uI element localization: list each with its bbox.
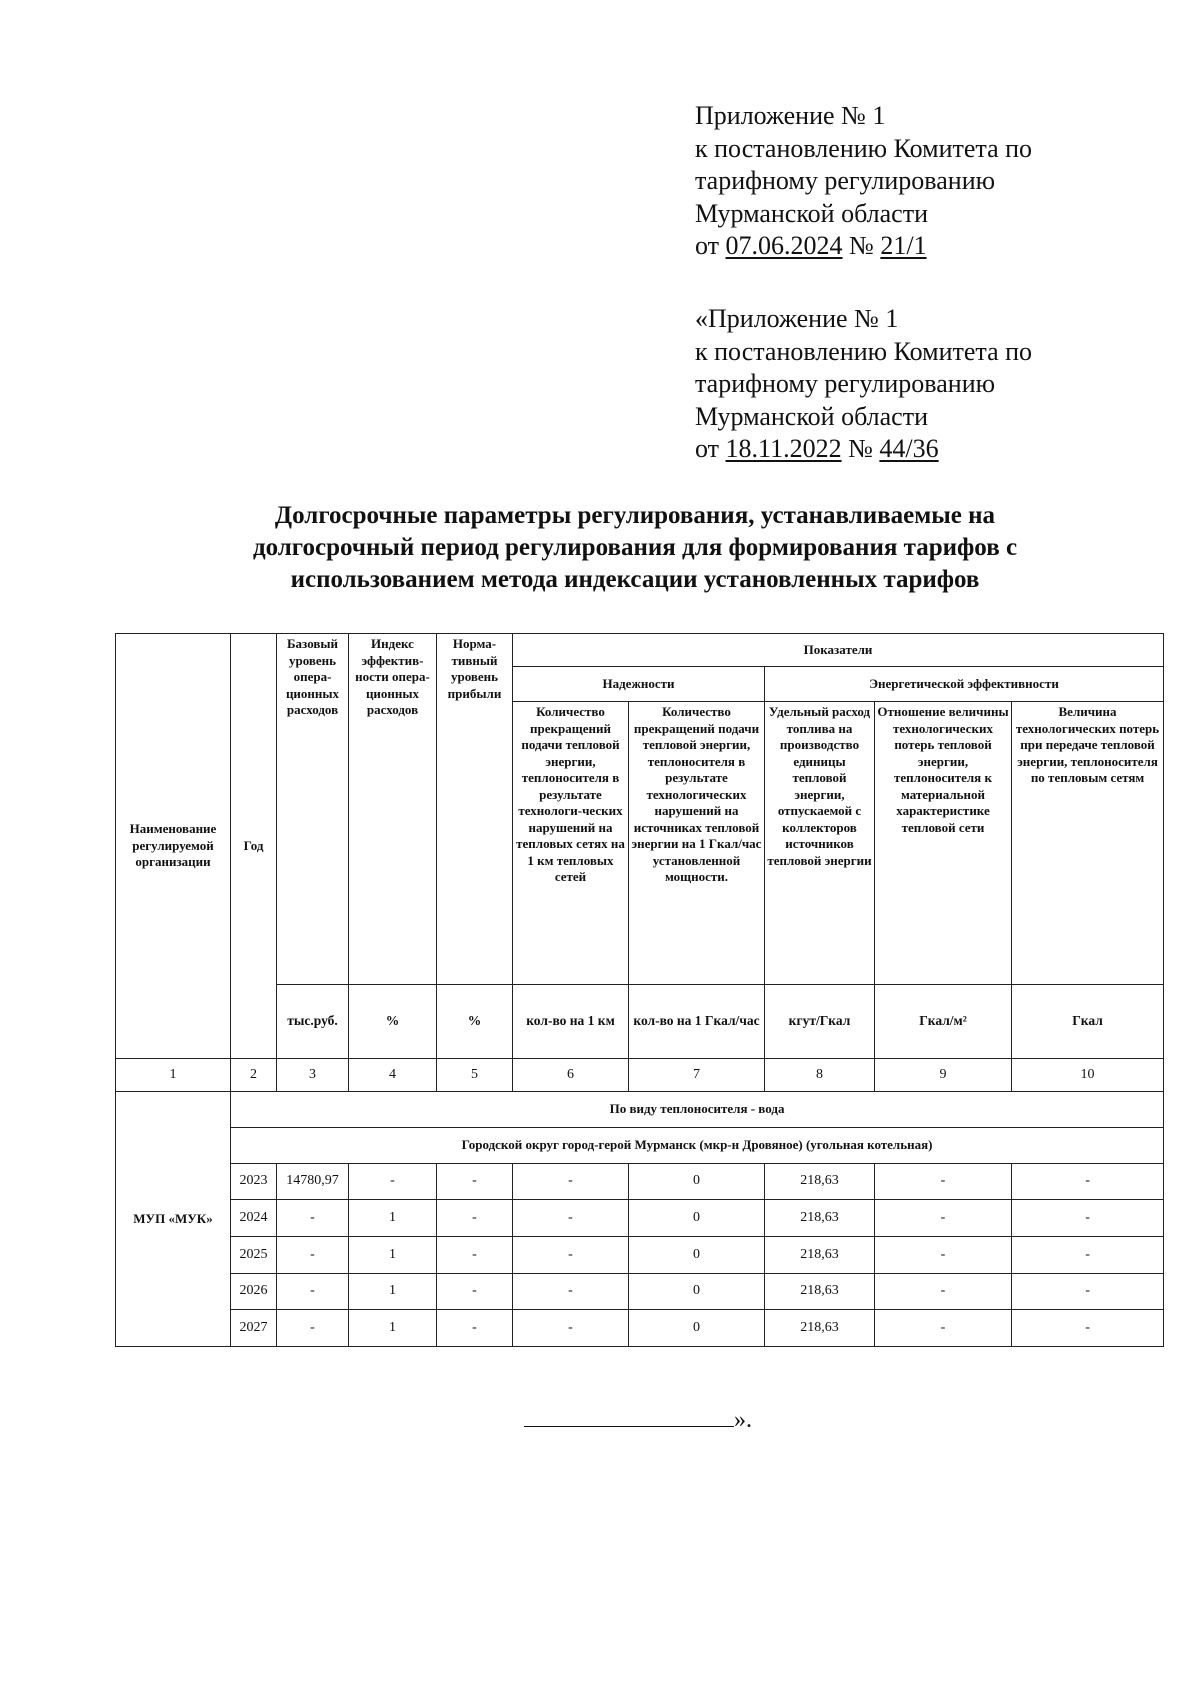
appendix-title: Приложение № 1 bbox=[695, 101, 886, 130]
unit-col-8: кгут/Гкал bbox=[765, 985, 875, 1058]
header-energy-efficiency: Энергетической эффективности bbox=[765, 666, 1164, 702]
year-cell: 2024 bbox=[231, 1200, 277, 1237]
organization-name: МУП «МУК» bbox=[116, 1092, 231, 1347]
appendix-line: Мурманской области bbox=[695, 401, 928, 431]
col10-cell: - bbox=[1012, 1163, 1164, 1200]
unit-col-9: Гкал/м² bbox=[875, 985, 1012, 1058]
profit-cell: - bbox=[437, 1163, 513, 1200]
unit-col-10: Гкал bbox=[1012, 985, 1164, 1058]
col7-cell: 0 bbox=[629, 1236, 765, 1273]
header-col-9: Отношение величины технологических потерь тепловой энергии, теплоносителя к материальной характеристике тепловой сети bbox=[875, 702, 1012, 985]
from-label: от bbox=[695, 231, 720, 260]
document-title bbox=[100, 500, 1170, 596]
number-sign: № bbox=[848, 434, 873, 463]
col6-cell: - bbox=[513, 1310, 629, 1347]
base-cell: 14780,97 bbox=[277, 1163, 349, 1200]
year-cell: 2025 bbox=[231, 1236, 277, 1273]
appendix-line: к постановлению Комитета по bbox=[695, 336, 1033, 366]
appendix-header-original bbox=[695, 303, 1032, 466]
header-base-level: Базовый уровень опера-ционных расходов bbox=[277, 634, 349, 985]
column-number: 4 bbox=[349, 1058, 437, 1092]
appendix-header-current bbox=[695, 100, 1032, 263]
header-col-6: Количество прекращений подачи тепловой энергии, теплоносителя в результате технологи-ческих нарушений на тепловых сетях на 1 км тепловых сетей bbox=[513, 702, 629, 985]
column-numbers-row bbox=[116, 1058, 1164, 1092]
column-number: 5 bbox=[437, 1058, 513, 1092]
index-cell: - bbox=[349, 1163, 437, 1200]
profit-cell: - bbox=[437, 1200, 513, 1237]
base-cell: - bbox=[277, 1273, 349, 1310]
header-col-8: Удельный расход топлива на производство единицы тепловой энергии, отпускаемой с коллекторов источников тепловой энергии bbox=[765, 702, 875, 985]
unit-index: % bbox=[349, 985, 437, 1058]
column-number: 2 bbox=[231, 1058, 277, 1092]
column-number: 8 bbox=[765, 1058, 875, 1092]
heat-carrier-row: По виду теплоносителя - вода bbox=[231, 1092, 1164, 1128]
year-cell: 2027 bbox=[231, 1310, 277, 1347]
col8-cell: 218,63 bbox=[765, 1200, 875, 1237]
index-cell: 1 bbox=[349, 1200, 437, 1237]
title-line: Долгосрочные параметры регулирования, устанавливаемые на bbox=[274, 502, 996, 529]
number-sign: № bbox=[849, 231, 874, 260]
col8-cell: 218,63 bbox=[765, 1273, 875, 1310]
base-cell: - bbox=[277, 1200, 349, 1237]
closing-mark bbox=[524, 1406, 752, 1434]
column-number: 9 bbox=[875, 1058, 1012, 1092]
appendix-date-line bbox=[695, 230, 1032, 263]
profit-cell: - bbox=[437, 1310, 513, 1347]
col9-cell: - bbox=[875, 1200, 1012, 1237]
location-row: Городской округ город-герой Мурманск (мкр-н Дровяное) (угольная котельная) bbox=[231, 1127, 1164, 1163]
col7-cell: 0 bbox=[629, 1163, 765, 1200]
col9-cell: - bbox=[875, 1273, 1012, 1310]
year-cell: 2026 bbox=[231, 1273, 277, 1310]
header-profit-level: Норма-тивный уровень прибыли bbox=[437, 634, 513, 985]
title-line: использованием метода индексации установленных тарифов bbox=[290, 566, 980, 593]
header-year: Год bbox=[231, 634, 277, 1059]
col9-cell: - bbox=[875, 1236, 1012, 1273]
unit-col-7: кол-во на 1 Гкал/час bbox=[629, 985, 765, 1058]
appendix-line: тарифному регулированию bbox=[695, 369, 996, 398]
column-number: 1 bbox=[116, 1058, 231, 1092]
col10-cell: - bbox=[1012, 1273, 1164, 1310]
header-indicators: Показатели bbox=[513, 634, 1164, 667]
unit-profit: % bbox=[437, 985, 513, 1058]
table-row bbox=[116, 1163, 1164, 1200]
header-col-10: Величина технологических потерь при передаче тепловой энергии, теплоносителя по тепловым сетям bbox=[1012, 702, 1164, 985]
col8-cell: 218,63 bbox=[765, 1163, 875, 1200]
col8-cell: 218,63 bbox=[765, 1310, 875, 1347]
col7-cell: 0 bbox=[629, 1200, 765, 1237]
unit-base: тыс.руб. bbox=[277, 985, 349, 1058]
col10-cell: - bbox=[1012, 1236, 1164, 1273]
col6-cell: - bbox=[513, 1236, 629, 1273]
base-cell: - bbox=[277, 1310, 349, 1347]
column-number: 7 bbox=[629, 1058, 765, 1092]
table-row bbox=[116, 1273, 1164, 1310]
header-col-7: Количество прекращений подачи тепловой энергии, теплоносителя в результате технологических нарушений на источниках тепловой энергии на 1 Гкал/час установленной мощности. bbox=[629, 702, 765, 985]
appendix-line: тарифному регулированию bbox=[695, 166, 996, 195]
decree-number: 21/1 bbox=[880, 231, 927, 260]
header-reliability: Надежности bbox=[513, 666, 765, 702]
column-number: 3 bbox=[277, 1058, 349, 1092]
decree-date: 07.06.2024 bbox=[725, 231, 843, 260]
year-cell: 2023 bbox=[231, 1163, 277, 1200]
col7-cell: 0 bbox=[629, 1310, 765, 1347]
column-number: 10 bbox=[1012, 1058, 1164, 1092]
col9-cell: - bbox=[875, 1163, 1012, 1200]
parameters-table bbox=[115, 633, 1164, 1347]
decree-date: 18.11.2022 bbox=[725, 434, 842, 463]
profit-cell: - bbox=[437, 1273, 513, 1310]
index-cell: 1 bbox=[349, 1310, 437, 1347]
from-label: от bbox=[695, 434, 720, 463]
profit-cell: - bbox=[437, 1236, 513, 1273]
appendix-line: Мурманской области bbox=[695, 198, 928, 228]
decree-number: 44/36 bbox=[879, 434, 939, 463]
column-number: 6 bbox=[513, 1058, 629, 1092]
col8-cell: 218,63 bbox=[765, 1236, 875, 1273]
appendix-line: к постановлению Комитета по bbox=[695, 133, 1033, 163]
table-row bbox=[116, 1310, 1164, 1347]
closing-quote: ». bbox=[734, 1407, 752, 1433]
table-row bbox=[116, 1200, 1164, 1237]
unit-col-6: кол-во на 1 км bbox=[513, 985, 629, 1058]
col6-cell: - bbox=[513, 1273, 629, 1310]
table-row bbox=[116, 1236, 1164, 1273]
appendix-date-line bbox=[695, 433, 1032, 466]
col10-cell: - bbox=[1012, 1200, 1164, 1237]
col10-cell: - bbox=[1012, 1310, 1164, 1347]
title-line: долгосрочный период регулирования для формирования тарифов с bbox=[252, 534, 1018, 561]
header-org-name: Наименование регулируемой организации bbox=[116, 634, 231, 1059]
appendix-title: «Приложение № 1 bbox=[695, 304, 899, 333]
header-efficiency-index: Индекс эффектив-ности опера-ционных расходов bbox=[349, 634, 437, 985]
base-cell: - bbox=[277, 1236, 349, 1273]
index-cell: 1 bbox=[349, 1273, 437, 1310]
col9-cell: - bbox=[875, 1310, 1012, 1347]
index-cell: 1 bbox=[349, 1236, 437, 1273]
col6-cell: - bbox=[513, 1200, 629, 1237]
signature-line bbox=[524, 1406, 734, 1427]
col6-cell: - bbox=[513, 1163, 629, 1200]
col7-cell: 0 bbox=[629, 1273, 765, 1310]
